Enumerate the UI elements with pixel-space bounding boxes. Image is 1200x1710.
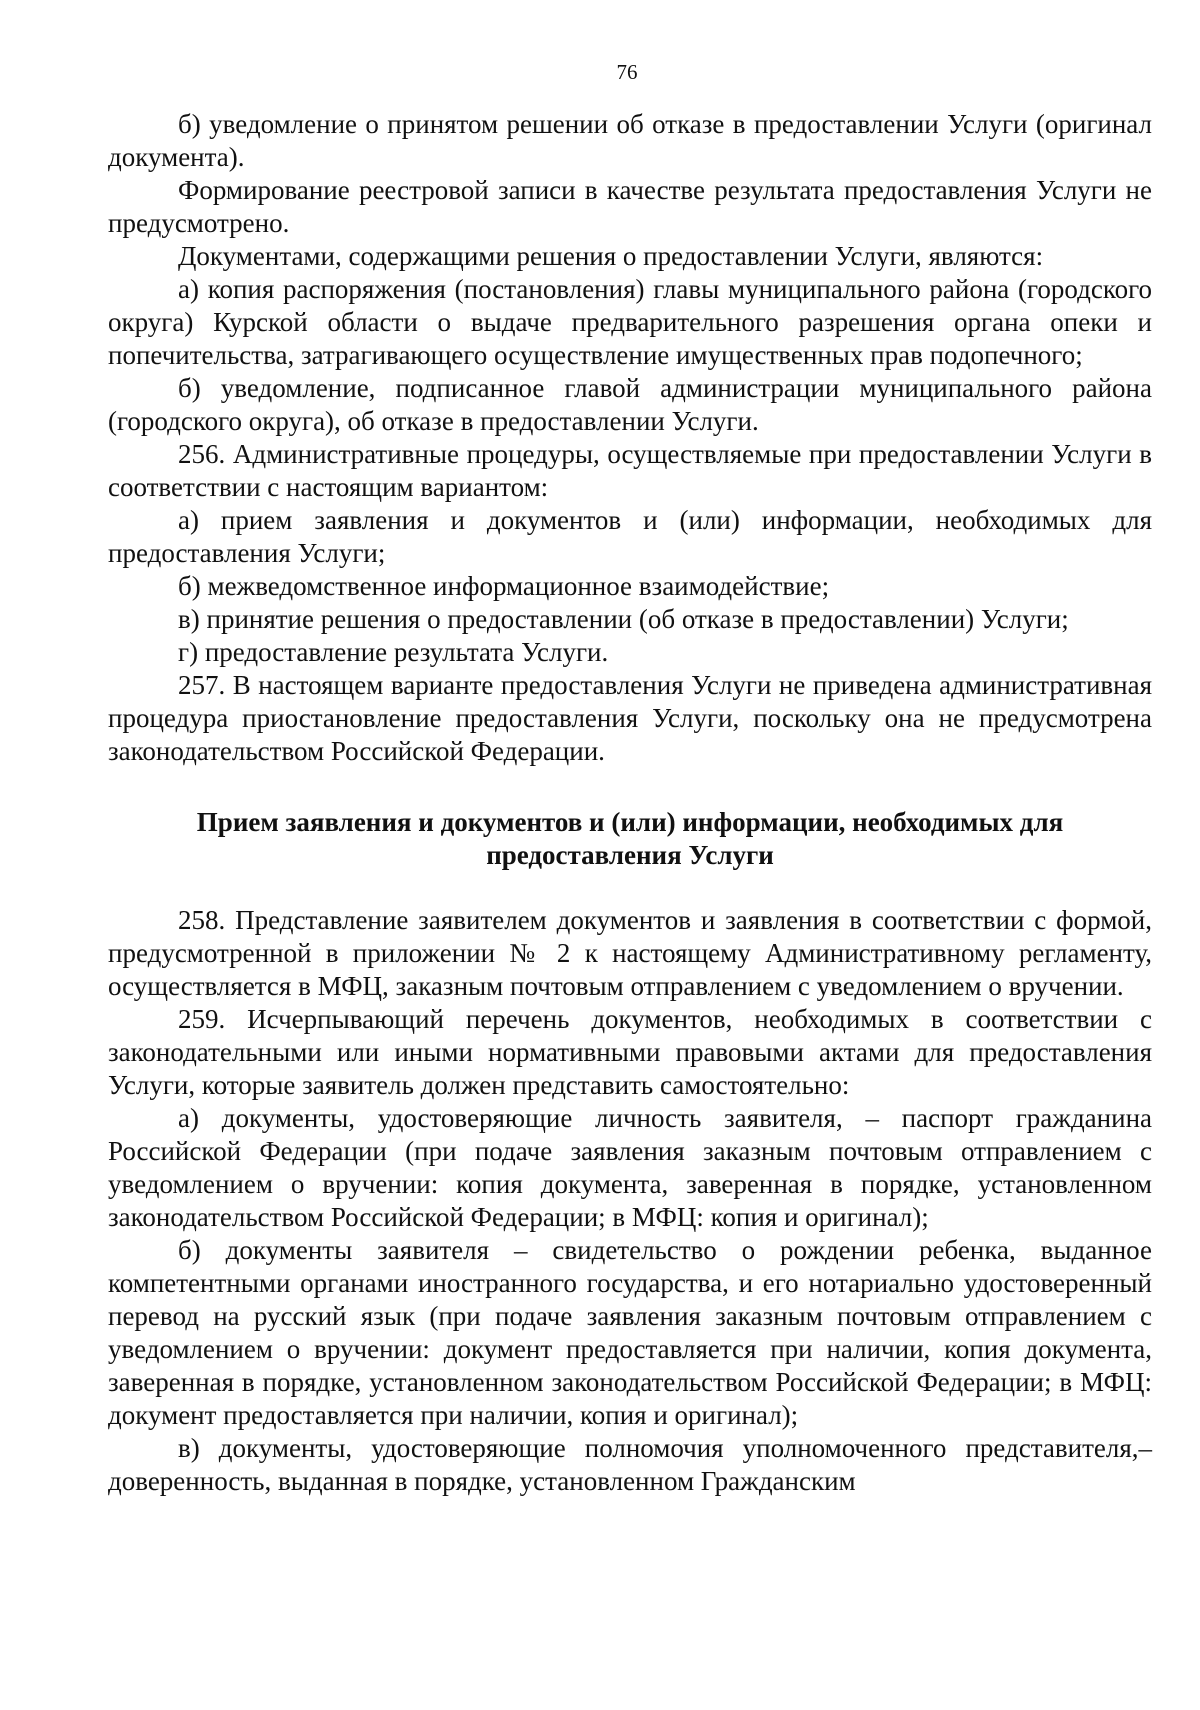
paragraph: а) прием заявления и документов и (или) информации, необходимых для предоставления Услуги; — [108, 505, 1152, 568]
paragraph: Документами, содержащими решения о предоставлении Услуги, являются: — [178, 241, 1044, 271]
section-heading: Прием заявления и документов и (или) информации, необходимых для предоставления Услуги — [196, 807, 1064, 870]
page-number: 76 — [616, 60, 638, 84]
paragraph: а) копия распоряжения (постановления) главы муниципального района (городского округа) Курской области о выдаче предварительного разрешения органа опеки и попечительства, затрагивающего осуществление имущественных прав подопечного; — [108, 274, 1152, 370]
paragraph: а) документы, удостоверяющие личность заявителя, – паспорт гражданина Российской Федерации (при подаче заявления заказным почтовым отправлением с уведомлением о вручении: копия документа, заверенная в порядке, установленном законодательством Российской Федерации; в МФЦ: копия и оригинал); — [108, 1103, 1152, 1232]
paragraph: 258. Представление заявителем документов и заявления в соответствии с формой, предусмотренной в приложении № 2 к настоящему Административному регламенту, осуществляется в МФЦ, заказным почтовым отправлением с уведомлением о вручении. — [108, 905, 1152, 1001]
paragraph: в) принятие решения о предоставлении (об отказе в предоставлении) Услуги; — [178, 604, 1069, 634]
paragraph: 257. В настоящем варианте предоставления Услуги не приведена административная процедура приостановление предоставления Услуги, поскольку она не предусмотрена законодательством Российской Федерации. — [108, 670, 1152, 766]
paragraph: г) предоставление результата Услуги. — [178, 637, 609, 667]
paragraph: б) уведомление о принятом решении об отказе в предоставлении Услуги (оригинал документа). — [108, 109, 1152, 172]
paragraph: 259. Исчерпывающий перечень документов, необходимых в соответствии с законодательными или иными нормативными правовыми актами для предоставления Услуги, которые заявитель должен представить самостоятельно: — [108, 1004, 1152, 1100]
paragraph: б) уведомление, подписанное главой администрации муниципального района (городского округа), об отказе в предоставлении Услуги. — [108, 373, 1152, 436]
paragraph: Формирование реестровой записи в качестве результата предоставления Услуги не предусмотрено. — [108, 175, 1152, 238]
paragraph: б) межведомственное информационное взаимодействие; — [178, 571, 830, 601]
paragraph: в) документы, удостоверяющие полномочия уполномоченного представителя,– доверенность, выданная в порядке, установленном Гражданским — [108, 1433, 1152, 1496]
paragraph: 256. Административные процедуры, осуществляемые при предоставлении Услуги в соответствии с настоящим вариантом: — [108, 439, 1152, 502]
paragraph: б) документы заявителя – свидетельство о рождении ребенка, выданное компетентными органами иностранного государства, и его нотариально удостоверенный перевод на русский язык (при подаче заявления заказным почтовым отправлением с уведомлением о вручении: документ предоставляется при наличии, копия документа, заверенная в порядке, установленном законодательством Российской Федерации; в МФЦ: документ предоставляется при наличии, копия и оригинал); — [108, 1235, 1152, 1430]
page-content — [108, 108, 1152, 1498]
